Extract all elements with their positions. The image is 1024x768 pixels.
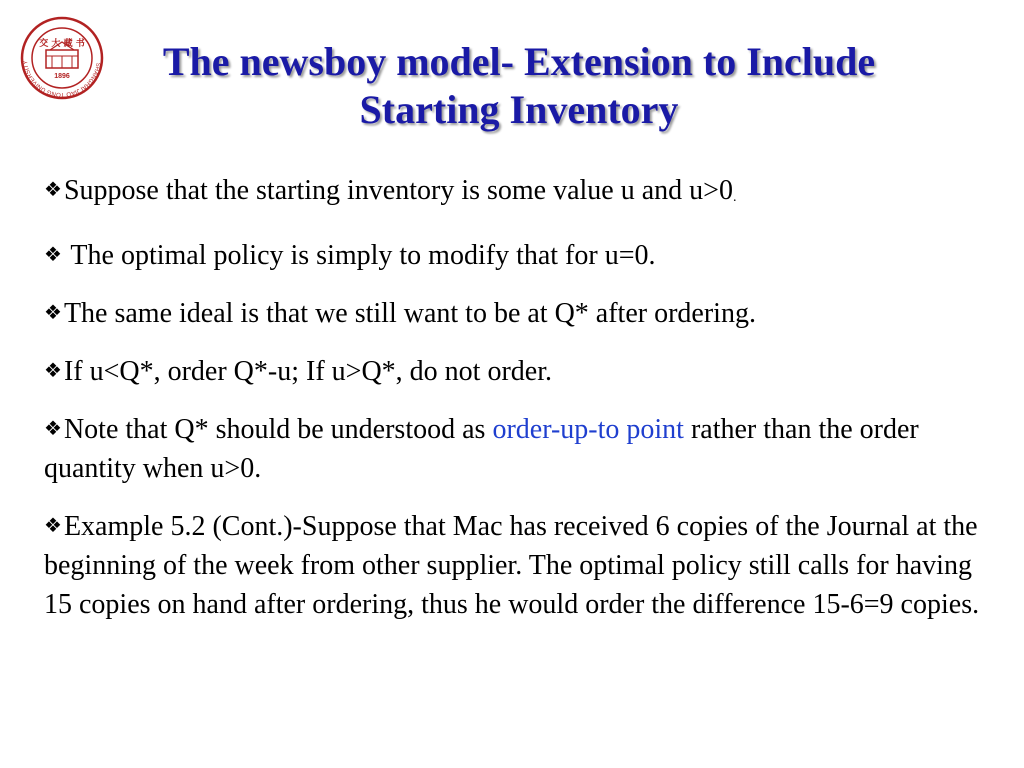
logo-ring-text: SHANGHAI JIAO TONG UNIVERSITY xyxy=(23,60,101,98)
bullet-text-before: Note that Q* should be understood as xyxy=(63,414,493,445)
bullet-diamond-icon: ❖ xyxy=(44,416,62,440)
bullet-trailing-dot: . xyxy=(732,190,737,205)
bullet-item-6 xyxy=(44,506,984,624)
bullet-list xyxy=(44,170,984,642)
bullet-item-1 xyxy=(44,170,984,217)
bullet-text: Example 5.2 (Cont.)-Suppose that Mac has received 6 copies of the Journal at the beginning of the week from other supplier. The optimal policy still calls for having 15 copies on hand after ordering, thus he would order the difference 15-6=9 copies. xyxy=(44,511,980,620)
bullet-diamond-icon: ❖ xyxy=(44,513,62,537)
bullet-diamond-icon: ❖ xyxy=(44,358,62,382)
bullet-item-3 xyxy=(44,293,984,333)
slide-title-line2: Starting Inventory xyxy=(359,87,679,132)
slide-title xyxy=(104,38,934,134)
slide-title-line1: The newsboy model- Extension to Include xyxy=(162,39,876,84)
bullet-text: The same ideal is that we still want to be at Q* after ordering. xyxy=(63,298,756,329)
logo-year: 1896 xyxy=(54,73,70,80)
bullet-text: If u<Q*, order Q*-u; If u>Q*, do not order. xyxy=(63,356,552,387)
bullet-item-2 xyxy=(44,235,984,275)
logo-top-chars: 交 大 藏 书 xyxy=(39,39,85,49)
bullet-text: The optimal policy is simply to modify that for u=0. xyxy=(63,240,656,271)
bullet-diamond-icon: ❖ xyxy=(44,300,62,324)
university-logo xyxy=(20,16,104,100)
bullet-highlight-term: order-up-to point xyxy=(492,414,684,445)
bullet-text-after: rather than the order quantity when u>0. xyxy=(44,414,926,484)
bullet-diamond-icon: ❖ xyxy=(44,242,62,266)
bullet-diamond-icon: ❖ xyxy=(44,177,62,201)
bullet-item-5 xyxy=(44,409,984,488)
bullet-item-4 xyxy=(44,351,984,391)
bullet-text: Suppose that the starting inventory is some value u and u>0 xyxy=(63,175,733,206)
